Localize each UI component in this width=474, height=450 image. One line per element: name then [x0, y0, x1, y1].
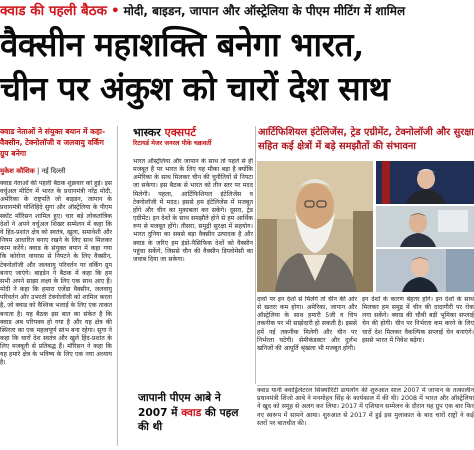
expert-label: एक्सपर्ट [164, 126, 196, 139]
leader-photo [257, 161, 373, 292]
pull-quote-highlight: क्वाड [181, 406, 202, 419]
expert-header [133, 126, 253, 148]
deck: क्वाड नेताओं ने संयुक्त बयान में कहा- वैक्सीन, टेक्नोलॉजी व जलवायु वर्किंग ग्रुप बनेगा [0, 127, 106, 158]
kicker-strip [0, 0, 474, 22]
bullet-dot-icon: • [110, 3, 120, 19]
column-divider [255, 126, 256, 384]
headline-line-2: चीन पर अंकुश को चारों देश साथ [0, 69, 390, 108]
expert-brand: भास्कर [133, 126, 161, 139]
column-divider [117, 126, 118, 446]
expert-subtitle: रिटायर्ड मेजर जनरल पीके चक्रवर्ती [133, 140, 212, 147]
analysis-body-b [362, 296, 474, 384]
left-body [0, 180, 112, 450]
left-body-text: क्वाड नेताओं की पहली बैठक शुक्रवार को हुई। इस वर्चुअल मीटिंग में भारत के प्रधानमंत्री नरेंद्र मोदी, अमेरिका के राष्ट्रपति जो बाइडन, जापान के प्रधानमंत्री योशिहिदे सुगा और ऑस्ट्रेलिया के पीएम स्कॉट मॉरिसन शामिल हुए। चार बड़े लोकतांत्रिक देशों ने अपने वर्चुअल शिखर सम्मेलन में कहा कि वे हिंद-प्रशांत क्षेत्र को स्वतंत्र, खुला, समावेशी और नियम आधारित बनाए रखने के लिए साथ मिलकर काम करेंगे। क्वाड के संयुक्त बयान में कहा गया कि कोरोना वायरस से निपटने के लिए वैक्सीन, टेक्नोलॉजी और जलवायु परिवर्तन पर वर्किंग ग्रुप बनाए जाएंगे। बाइडेन ने बैठक में कहा कि हम सभी अपने साझा लक्ष्य के लिए एक साथ आए हैं। मोदी ने कहा कि हमारा एजेंडा वैक्सीन, जलवायु परिवर्तन और उभरती टेक्नोलॉजी को शामिल करता है, जो क्वाड को वैश्विक भलाई के लिए एक ताकत बनाता है। यह बैठक इस बात का संकेत है कि क्वाड अब परिपक्व हो गया है और यह क्षेत्र की स्थिरता का एक महत्वपूर्ण स्तंभ बना रहेगा। सुगा ने कहा कि चारों देश स्वतंत्र और खुले हिंद-प्रशांत के लिए मजबूती से प्रतिबद्ध हैं। मॉरिसन ने कहा कि यह हमारे क्षेत्र के भविष्य के लिए एक नया अध्याय है। [0, 180, 112, 367]
headline-line-1: वैक्सीन महाशक्ति बनेगा भारत, [0, 25, 364, 64]
leader-tile [376, 249, 474, 292]
background-box [257, 387, 474, 447]
pull-quote [138, 391, 250, 435]
kicker-text: मोदी, बाइडन, जापान और ऑस्ट्रेलिया के पीएम मीटिंग में शामिल [123, 4, 406, 18]
expert-body [133, 158, 253, 385]
background-text: क्वाड यानी क्वाड्रिलेटरल सिक्योरिटी डायलॉग की शुरुआत साल 2007 में जापान के तत्कालीन प्रधानमंत्री शिंजो आबे ने मनमोहन सिंह के कार्यकाल में की थी। 2008 में भारत और ऑस्ट्रेलिया ने खुद को समूह से अलग कर लिया। 2017 में एशियान सम्मेलन के दौरान यह ग्रुप एक बार फिर नए स्वरूप में सामने आया। शुरुआत से 2017 में हुई इस मुलाकात के बाद चारों राष्ट्रों ने कई स्तरों पर बातचीत की। [257, 387, 474, 427]
leaders-video-grid [376, 161, 474, 292]
leader-tile [376, 206, 474, 247]
city: | नई दिल्ली [37, 167, 66, 175]
tagline: आर्टिफिशियल इंटेलिजेंस, ट्रेड एग्रीमेंट, टेक्नोलॉजी और सुरक्षा सहित कई क्षेत्रों में बड़े समझौतों की संभावना [258, 127, 474, 152]
pull-quote-post: की पहल की थी [138, 406, 239, 433]
analysis-text-a: दावों पर इन देशों से मिलेंगे तो चीन की ओर से खतरा कम होगा। अमेरिका, जापान और ऑस्ट्रेलिया के साथ हमारी 5जी व चिप तकनीक पर भी साझेदारी हो सकती है। इससे हमें नई तकनीक मिलेगी और चीन पर निर्भरता घटेगी। सेमीकंडक्टर और दुर्लभ खनिजों की आपूर्ति श्रृंखला भी मजबूत होगी। [257, 296, 357, 352]
kicker-highlight: क्वाड की पहली बैठक [0, 3, 107, 19]
dateline [0, 167, 112, 176]
author: मुकेश कौशिक [0, 167, 35, 175]
leader-photo-image [257, 161, 373, 292]
analysis-text-b: इन देशों के कारण बेहतर होंगे। इन देशों के साथ मिलकर हम समुद्र में चीन की दादागीरी पर रोक लगा सकेंगे। क्वाड की चौथी बड़ी भूमिका सप्लाई चेन की होगी। चीन पर निर्भरता कम करने के लिए चारों देश मिलकर वैकल्पिक सप्लाई चेन बनाएंगे। इससे भारत में निवेश बढ़ेगा। [362, 296, 474, 344]
expert-body-text: भारत ऑस्ट्रेलिया और जापान के साथ तो पहले से ही मजबूत है पर भारत के लिए यह मौका बड़ा है क्योंकि अमेरिका के साथ मिलकर चीन की चुनौतियों से निपटा जा सकेगा। इस बैठक से भारत को तीन स्तर पर मदद मिलेगी। पहला, आर्टिफिशियल इंटेलिजेंस व टेक्नोलॉजी में मदद। इससे हम इंटेलिजेंस में मजबूत होंगे और चीन का मुकाबला कर सकेंगे। दूसरा, ट्रेड एग्रीमेंट। इन देशों के साथ समझौते होने से हम आर्थिक रूप से मजबूत होंगे। तीसरा, समुद्री सुरक्षा में सहयोग। भारत दुनिया का सबसे बड़ा वैक्सीन उत्पादक है और क्वाड के जरिए हम इंडो-पैसिफिक देशों को वैक्सीन पहुंचा सकेंगे, जिससे चीन की वैक्सीन डिप्लोमेसी का जवाब दिया जा सकेगा। [133, 158, 253, 263]
analysis-body-a [257, 296, 357, 384]
pull-quote-pre: जापानी पीएम आबे ने 2007 में [138, 392, 221, 419]
expert-title [133, 126, 253, 139]
leader-tile [376, 161, 474, 204]
box-divider [257, 385, 474, 386]
